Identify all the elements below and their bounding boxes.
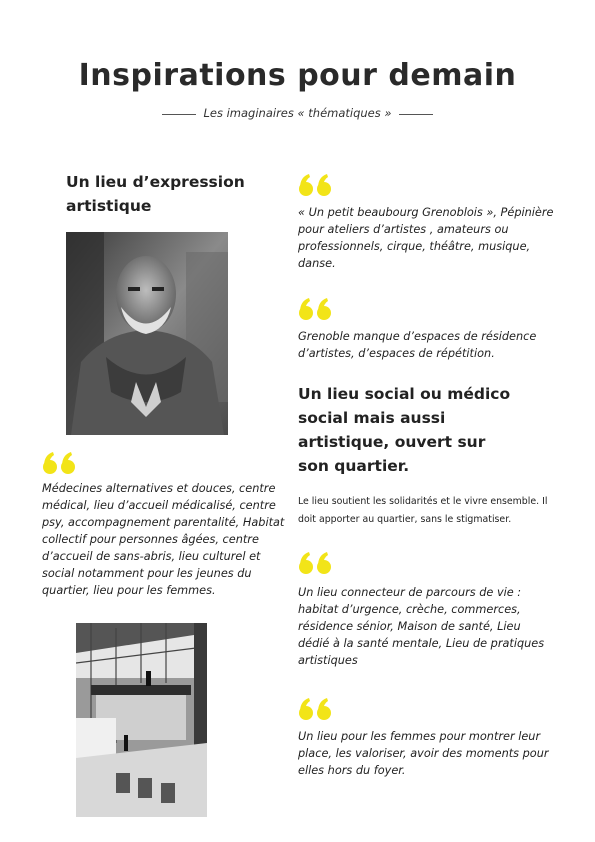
paragraph-line: doit apporter au quartier, sans le stigmatiser.	[298, 513, 512, 525]
quote-line: psy, accompagnement parentalité, Habitat	[42, 516, 285, 529]
building-interior-photo	[76, 623, 207, 817]
quote-line: Médecines alternatives et douces, centre	[42, 482, 276, 495]
portrait-photo	[66, 232, 228, 435]
section-heading-artistic	[66, 170, 245, 218]
heading-line: Un lieu social ou médico	[298, 385, 511, 403]
quote-line: collectif pour personnes âgées, centre	[42, 533, 259, 546]
quote-line: Un lieu pour les femmes pour montrer leur	[298, 730, 541, 743]
quote-text	[42, 480, 284, 599]
quote-text	[298, 328, 536, 362]
quote-line: elles hors du foyer.	[298, 764, 406, 777]
quote-mark-icon	[42, 450, 78, 476]
subtitle-rule-right	[399, 114, 433, 115]
heading-line: artistique	[66, 197, 152, 215]
quote-mark-icon	[298, 696, 334, 722]
quote-line: quartier, lieu pour les femmes.	[42, 584, 216, 597]
heading-line: artistique, ouvert sur	[298, 433, 486, 451]
paragraph-line: Le lieu soutient les solidarités et le vivre ensemble. Il	[298, 496, 548, 507]
heading-line: Un lieu d’expression	[66, 173, 245, 191]
quote-line: place, les valoriser, avoir des moments pour	[298, 747, 549, 760]
quote-mark-icon	[298, 296, 334, 322]
quote-line: d’accueil de sans-abris, lieu culturel et	[42, 550, 261, 563]
quote-text	[298, 584, 544, 669]
quote-line: professionnels, cirque, théâtre, musique,	[298, 240, 531, 253]
quote-line: dédié à la santé mentale, Lieu de pratiques	[298, 637, 545, 650]
quote-text	[298, 728, 549, 779]
quote-mark-icon	[298, 550, 334, 576]
section-heading-social	[298, 382, 510, 478]
quote-line: d’artistes, d’espaces de répétition.	[298, 347, 495, 360]
heading-line: son quartier.	[298, 457, 410, 475]
quote-mark-icon	[298, 172, 334, 198]
quote-line: pour ateliers d’artistes , amateurs ou	[298, 223, 509, 236]
quote-line: danse.	[298, 257, 336, 270]
quote-line: social notamment pour les jeunes du	[42, 567, 252, 580]
heading-line: social mais aussi	[298, 409, 446, 427]
quote-line: « Un petit beaubourg Grenoblois », Pépinière	[298, 206, 554, 219]
body-paragraph	[298, 493, 547, 528]
quote-line: artistiques	[298, 654, 358, 667]
page-subtitle: Les imaginaires « thématiques »	[203, 106, 392, 120]
page-title: Inspirations pour demain	[78, 58, 517, 93]
quote-line: Un lieu connecteur de parcours de vie :	[298, 586, 522, 599]
quote-text	[298, 204, 553, 272]
quote-line: habitat d’urgence, crèche, commerces,	[298, 603, 521, 616]
quote-line: médical, lieu d’accueil médicalisé, centre	[42, 499, 276, 512]
quote-line: Grenoble manque d’espaces de résidence	[298, 330, 537, 343]
quote-line: résidence sénior, Maison de santé, Lieu	[298, 620, 521, 633]
